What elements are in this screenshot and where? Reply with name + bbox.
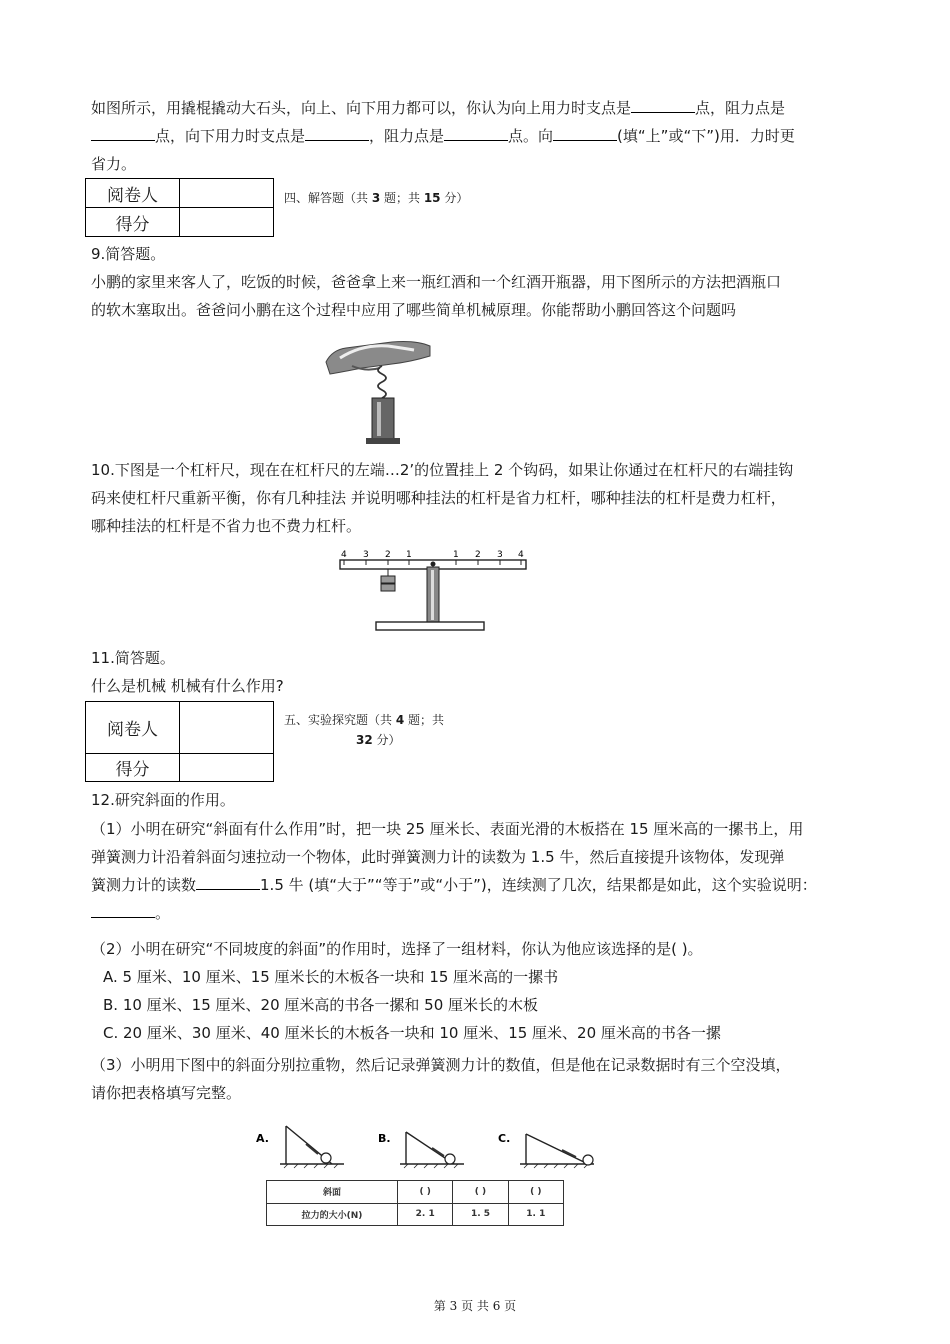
table-cell: 1. 1: [508, 1203, 563, 1226]
score-box: [85, 701, 274, 782]
score-label: 得分: [86, 754, 180, 782]
table-cell[interactable]: ( ): [398, 1181, 453, 1204]
answer-blank[interactable]: [553, 122, 617, 141]
section-heading: 四、解答题（共 3 题；共 15 分）: [284, 191, 469, 205]
ruler-tick-label: 4: [341, 550, 347, 560]
score-cell[interactable]: [180, 754, 274, 782]
score-cell[interactable]: [180, 208, 274, 237]
incline-data-table: [266, 1180, 564, 1226]
q11-title: 11.简答题。: [91, 649, 175, 667]
q8-paragraph: 如图所示，用撬棍撬动大石头，向上、向下用力都可以，你认为向上用力时支点是 点，阻力点是 点，向下用力时支点是 ，阻力点是 点。向 (填“上”或“下”)用．力时更 省力。: [91, 94, 861, 178]
lever-ruler-figure: [336, 546, 532, 634]
page-footer: 第 3 页 共 6 页: [433, 1299, 517, 1313]
ruler-tick-label: 2: [385, 550, 391, 560]
ruler-tick-label: 1: [406, 550, 412, 560]
answer-blank[interactable]: [196, 871, 260, 890]
reviewer-cell[interactable]: [180, 179, 274, 208]
option-a[interactable]: A. 5 厘米、10 厘米、15 厘米长的木板各一块和 15 厘米高的一摞书: [103, 968, 559, 986]
section-heading: 五、实验探究题（共 4 题；共 32 分）: [284, 713, 445, 747]
inclined-planes-figure: [254, 1120, 604, 1172]
table-row-header: 拉力的大小(N): [267, 1203, 398, 1226]
option-c[interactable]: C. 20 厘米、30 厘米、40 厘米长的木板各一块和 10 厘米、15 厘米、20 厘米高的书各一摞: [103, 1024, 721, 1042]
ruler-tick-label: 3: [497, 550, 503, 560]
q12-part3: （3）小明用下图中的斜面分别拉重物，然后记录弹簧测力计的数值，但是他在记录数据时有三个空没填， 请你把表格填写完整。: [91, 1056, 791, 1102]
table-cell: 1. 5: [453, 1203, 508, 1226]
q10-text: 10.下图是一个杠杆尺，现在在杠杆尺的左端…2’的位置挂上 2 个钩码，如果让你通过在杠杆尺的右端挂钩 码来使杠杆尺重新平衡，你有几种挂法 并说明哪种挂法的杠杆是省力杠杆，哪种挂法的杠杆是费力杠杆， 哪种挂法的杠杆是不省力也不费力杠杆。: [91, 461, 794, 535]
q12-title: 12.研究斜面的作用。: [91, 791, 235, 809]
answer-blank[interactable]: [305, 122, 369, 141]
figure-label: A.: [256, 1132, 269, 1145]
q11-text: 什么是机械 机械有什么作用?: [91, 677, 284, 695]
answer-blank[interactable]: [91, 899, 155, 918]
table-cell[interactable]: ( ): [453, 1181, 508, 1204]
corkscrew-figure: [322, 332, 434, 446]
score-box: [85, 178, 274, 237]
figure-label: C.: [498, 1132, 511, 1145]
reviewer-cell[interactable]: [180, 702, 274, 754]
q9-title: 9.简答题。: [91, 245, 166, 263]
ruler-tick-label: 3: [363, 550, 369, 560]
ruler-tick-label: 1: [453, 550, 459, 560]
figure-label: B.: [378, 1132, 391, 1145]
reviewer-label: 阅卷人: [86, 179, 180, 208]
answer-blank[interactable]: [91, 122, 155, 141]
ruler-tick-label: 2: [475, 550, 481, 560]
table-row-header: 斜面: [267, 1181, 398, 1204]
q12-part2: （2）小明在研究“不同坡度的斜面”的作用时，选择了一组材料，你认为他应该选择的是( )。 A. 5 厘米、10 厘米、15 厘米长的木板各一块和 15 厘米高的一摞书 B. 10 厘米、15 厘米、20 厘米高的书各一摞和 50 厘米长的木板 C. 20 厘米、30 厘米、40 厘米长的木板各一块和 10 厘米、15 厘米、20 厘米高的书各一摞: [91, 940, 721, 1042]
q12-part1: （1）小明在研究“斜面有什么作用”时，把一块 25 厘米长、表面光滑的木板搭在 15 厘米高的一摞书上，用 弹簧测力计沿着斜面匀速拉动一个物体，此时弹簧测力计的读数为 1.5 牛，然后直接提升该物体，发现弹 簧测力计的读数 1.5 牛 (填“大于”“等于”或“小于”)，连续测了几次，结果都是如此，这个实验说明： 。: [91, 820, 817, 922]
q9-text: 小鹏的家里来客人了，吃饭的时候，爸爸拿上来一瓶红酒和一个红酒开瓶器，用下图所示的方法把酒瓶口 的软木塞取出。爸爸问小鹏在这个过程中应用了哪些简单机械原理。你能帮助小鹏回答这个问题吗: [91, 273, 782, 319]
ruler-tick-label: 4: [518, 550, 524, 560]
table-cell: 2. 1: [398, 1203, 453, 1226]
reviewer-label: 阅卷人: [86, 702, 180, 754]
option-b[interactable]: B. 10 厘米、15 厘米、20 厘米高的书各一摞和 50 厘米长的木板: [103, 996, 539, 1014]
answer-blank[interactable]: [631, 94, 695, 113]
table-cell[interactable]: ( ): [508, 1181, 563, 1204]
score-label: 得分: [86, 208, 180, 237]
answer-blank[interactable]: [444, 122, 508, 141]
